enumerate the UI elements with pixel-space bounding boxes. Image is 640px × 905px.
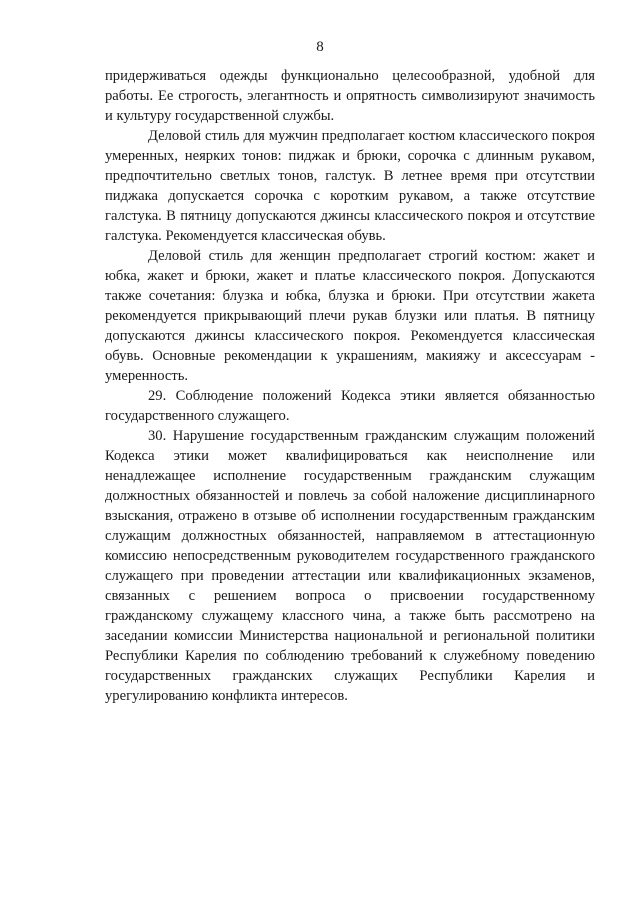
text-line: Кодекса этики может квалифицироваться как неисполнение или xyxy=(105,448,595,464)
text-line: галстука. Рекомендуется классическая обувь. xyxy=(105,228,386,244)
text-line: гражданскому служащему классного чина, а также быть рассмотрено на xyxy=(105,608,595,624)
text-line: комиссию непосредственным руководителем государственного гражданского xyxy=(105,548,595,564)
document-body xyxy=(105,66,595,706)
text-line: придерживаться одежды функционально целесообразной, удобной для xyxy=(105,68,595,84)
text-line: обувь. Основные рекомендации к украшениям, макияжу и аксессуарам - xyxy=(105,348,595,364)
text-line: служащим должностных обязанностей, направляемом в аттестационную xyxy=(105,528,595,544)
text-line: юбка, жакет и брюки, жакет и платье классического покроя. Допускаются xyxy=(105,268,595,284)
paragraph-clause-30 xyxy=(105,426,595,706)
text-line: заседании комиссии Министерства национальной и региональной политики xyxy=(105,628,595,644)
page-number: 8 xyxy=(316,39,324,55)
text-line: предпочтительно светлых тонов, галстук. В летнее время при отсутствии xyxy=(105,168,595,184)
paragraph-dress-intro xyxy=(105,66,595,126)
text-line: взыскания, отражено в отзыве об исполнении государственным гражданским xyxy=(105,508,595,524)
paragraph-clause-29 xyxy=(105,386,595,426)
text-line: работы. Ее строгость, элегантность и опрятность символизируют значимость xyxy=(105,88,595,104)
text-line: и культуру государственной службы. xyxy=(105,108,335,124)
text-line: Деловой стиль для мужчин предполагает костюм классического покроя xyxy=(148,128,595,144)
paragraph-men-style xyxy=(105,126,595,246)
text-line: Республики Карелия по соблюдению требований к служебному поведению xyxy=(105,648,595,664)
text-line: служащего при проведении аттестации или квалификационных экзаменов, xyxy=(105,568,595,584)
text-line: государственного служащего. xyxy=(105,408,290,424)
text-line: связанных с решением вопроса о присвоении государственному xyxy=(105,588,595,604)
text-line: умеренных, неярких тонов: пиджак и брюки, сорочка с длинным рукавом, xyxy=(105,148,595,164)
text-line: галстука. В пятницу допускаются джинсы классического покроя и отсутствие xyxy=(105,208,595,224)
text-line: умеренность. xyxy=(105,368,189,384)
text-line: урегулированию конфликта интересов. xyxy=(105,688,348,704)
text-line: рекомендуется прикрывающий плечи рукав блузки или платья. В пятницу xyxy=(105,308,595,324)
text-line: государственных гражданских служащих Республики Карелия и xyxy=(105,668,595,684)
text-line: пиджака допускается сорочка с коротким рукавом, а также отсутствие xyxy=(105,188,595,204)
paragraph-women-style xyxy=(105,246,595,386)
text-line: должностных обязанностей и повлечь за собой наложение дисциплинарного xyxy=(105,488,595,504)
text-line: также сочетания: блузка и юбка, блузка и брюки. При отсутствии жакета xyxy=(105,288,595,304)
text-line: Деловой стиль для женщин предполагает строгий костюм: жакет и xyxy=(148,248,595,264)
text-line: 29. Соблюдение положений Кодекса этики является обязанностью xyxy=(148,388,595,404)
text-line: ненадлежащее исполнение государственным гражданским служащим xyxy=(105,468,595,484)
text-line: допускаются джинсы классического покроя. Рекомендуется классическая xyxy=(105,328,595,344)
text-line: 30. Нарушение государственным гражданским служащим положений xyxy=(148,428,595,444)
